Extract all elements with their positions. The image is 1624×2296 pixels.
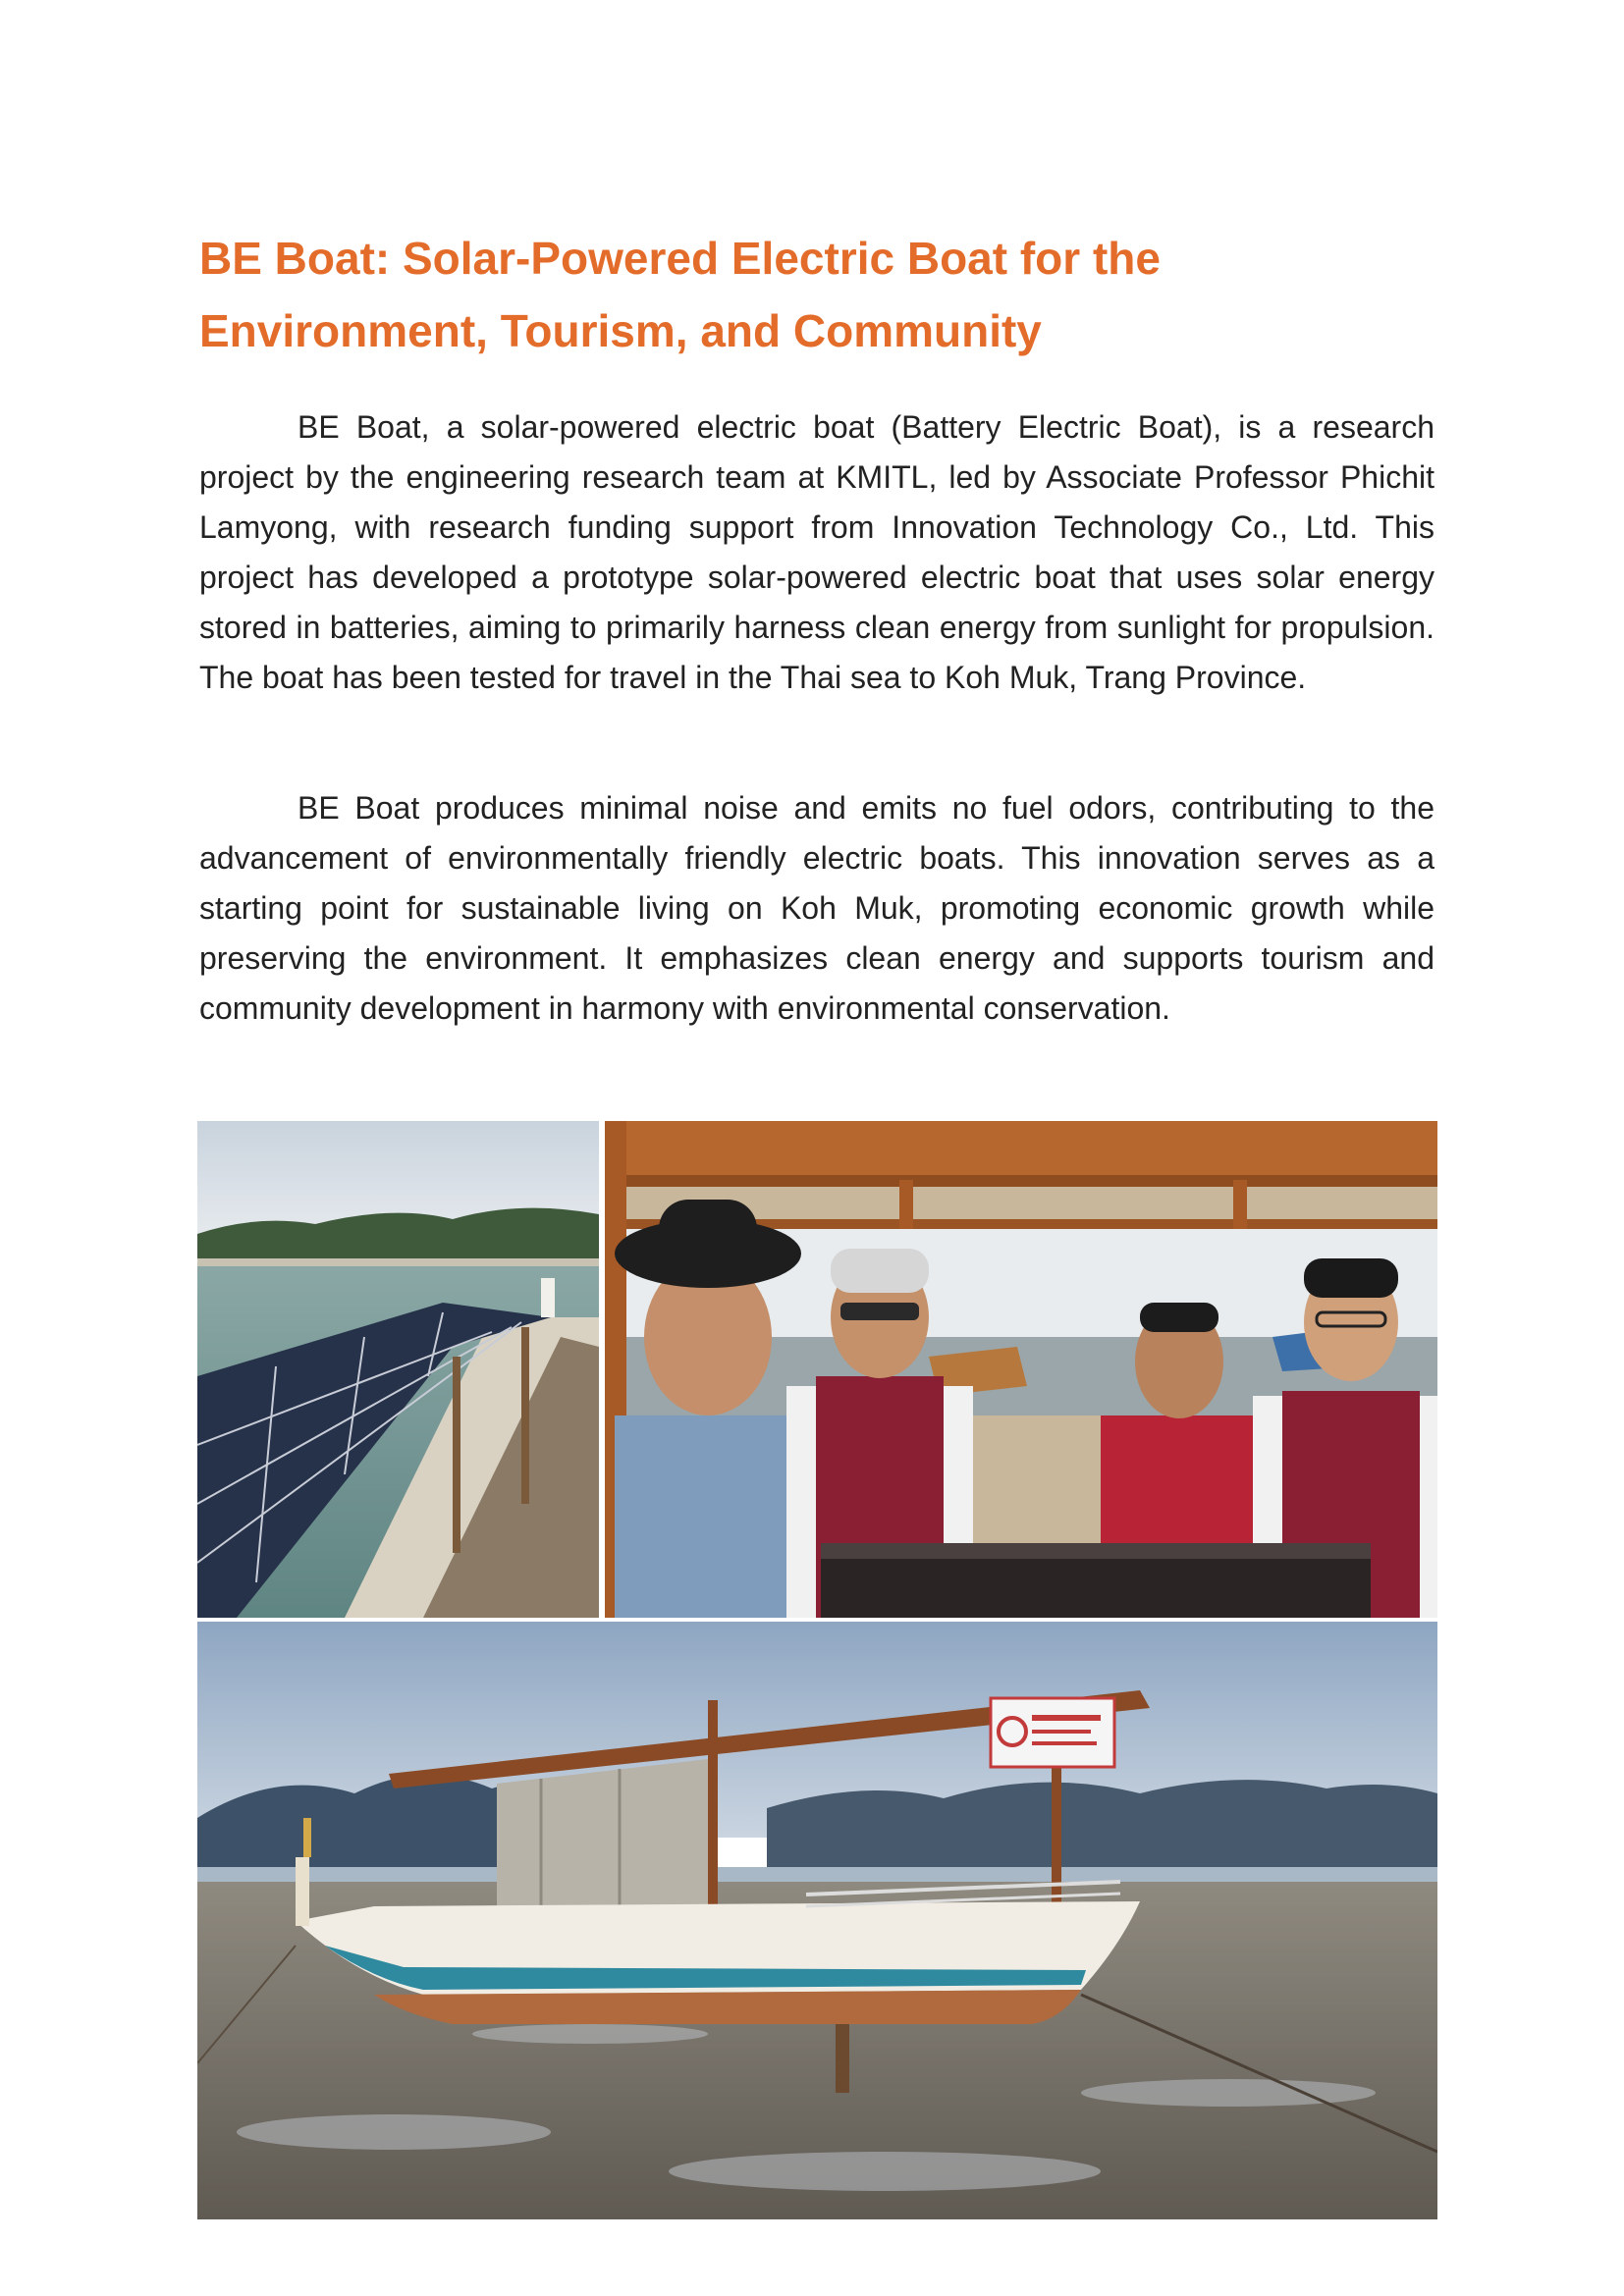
paragraph-1: BE Boat, a solar-powered electric boat (Battery Electric Boat), is a research project by the engineering research team at KMITL, led by Associate Professor Phichit Lamyong, with research funding support from Innovation Technology Co., Ltd. This project has developed a prototype solar-powered electric boat that uses solar energy stored in batteries, aiming to primarily harness clean energy from sunlight for propulsion. The boat has been tested for travel in the Thai sea to Koh Muk, Trang Province. — [199, 409, 1435, 695]
photo-solar-panel-roof — [197, 1121, 599, 1618]
photo-research-team — [605, 1121, 1437, 1618]
photo-boat-on-tidal-flat — [197, 1622, 1437, 2219]
paragraph-2: BE Boat produces minimal noise and emits no fuel odors, contributing to the advancement of environmentally friendly electric boats. This innovation serves as a starting point for sustainable living on Koh Muk, promoting economic growth while preserving the environment. It emphasizes clean energy and supports tourism and community development in harmony with environmental conservation. — [199, 790, 1435, 1026]
page-title: BE Boat: Solar-Powered Electric Boat for the Environment, Tourism, and Community — [199, 233, 1161, 356]
